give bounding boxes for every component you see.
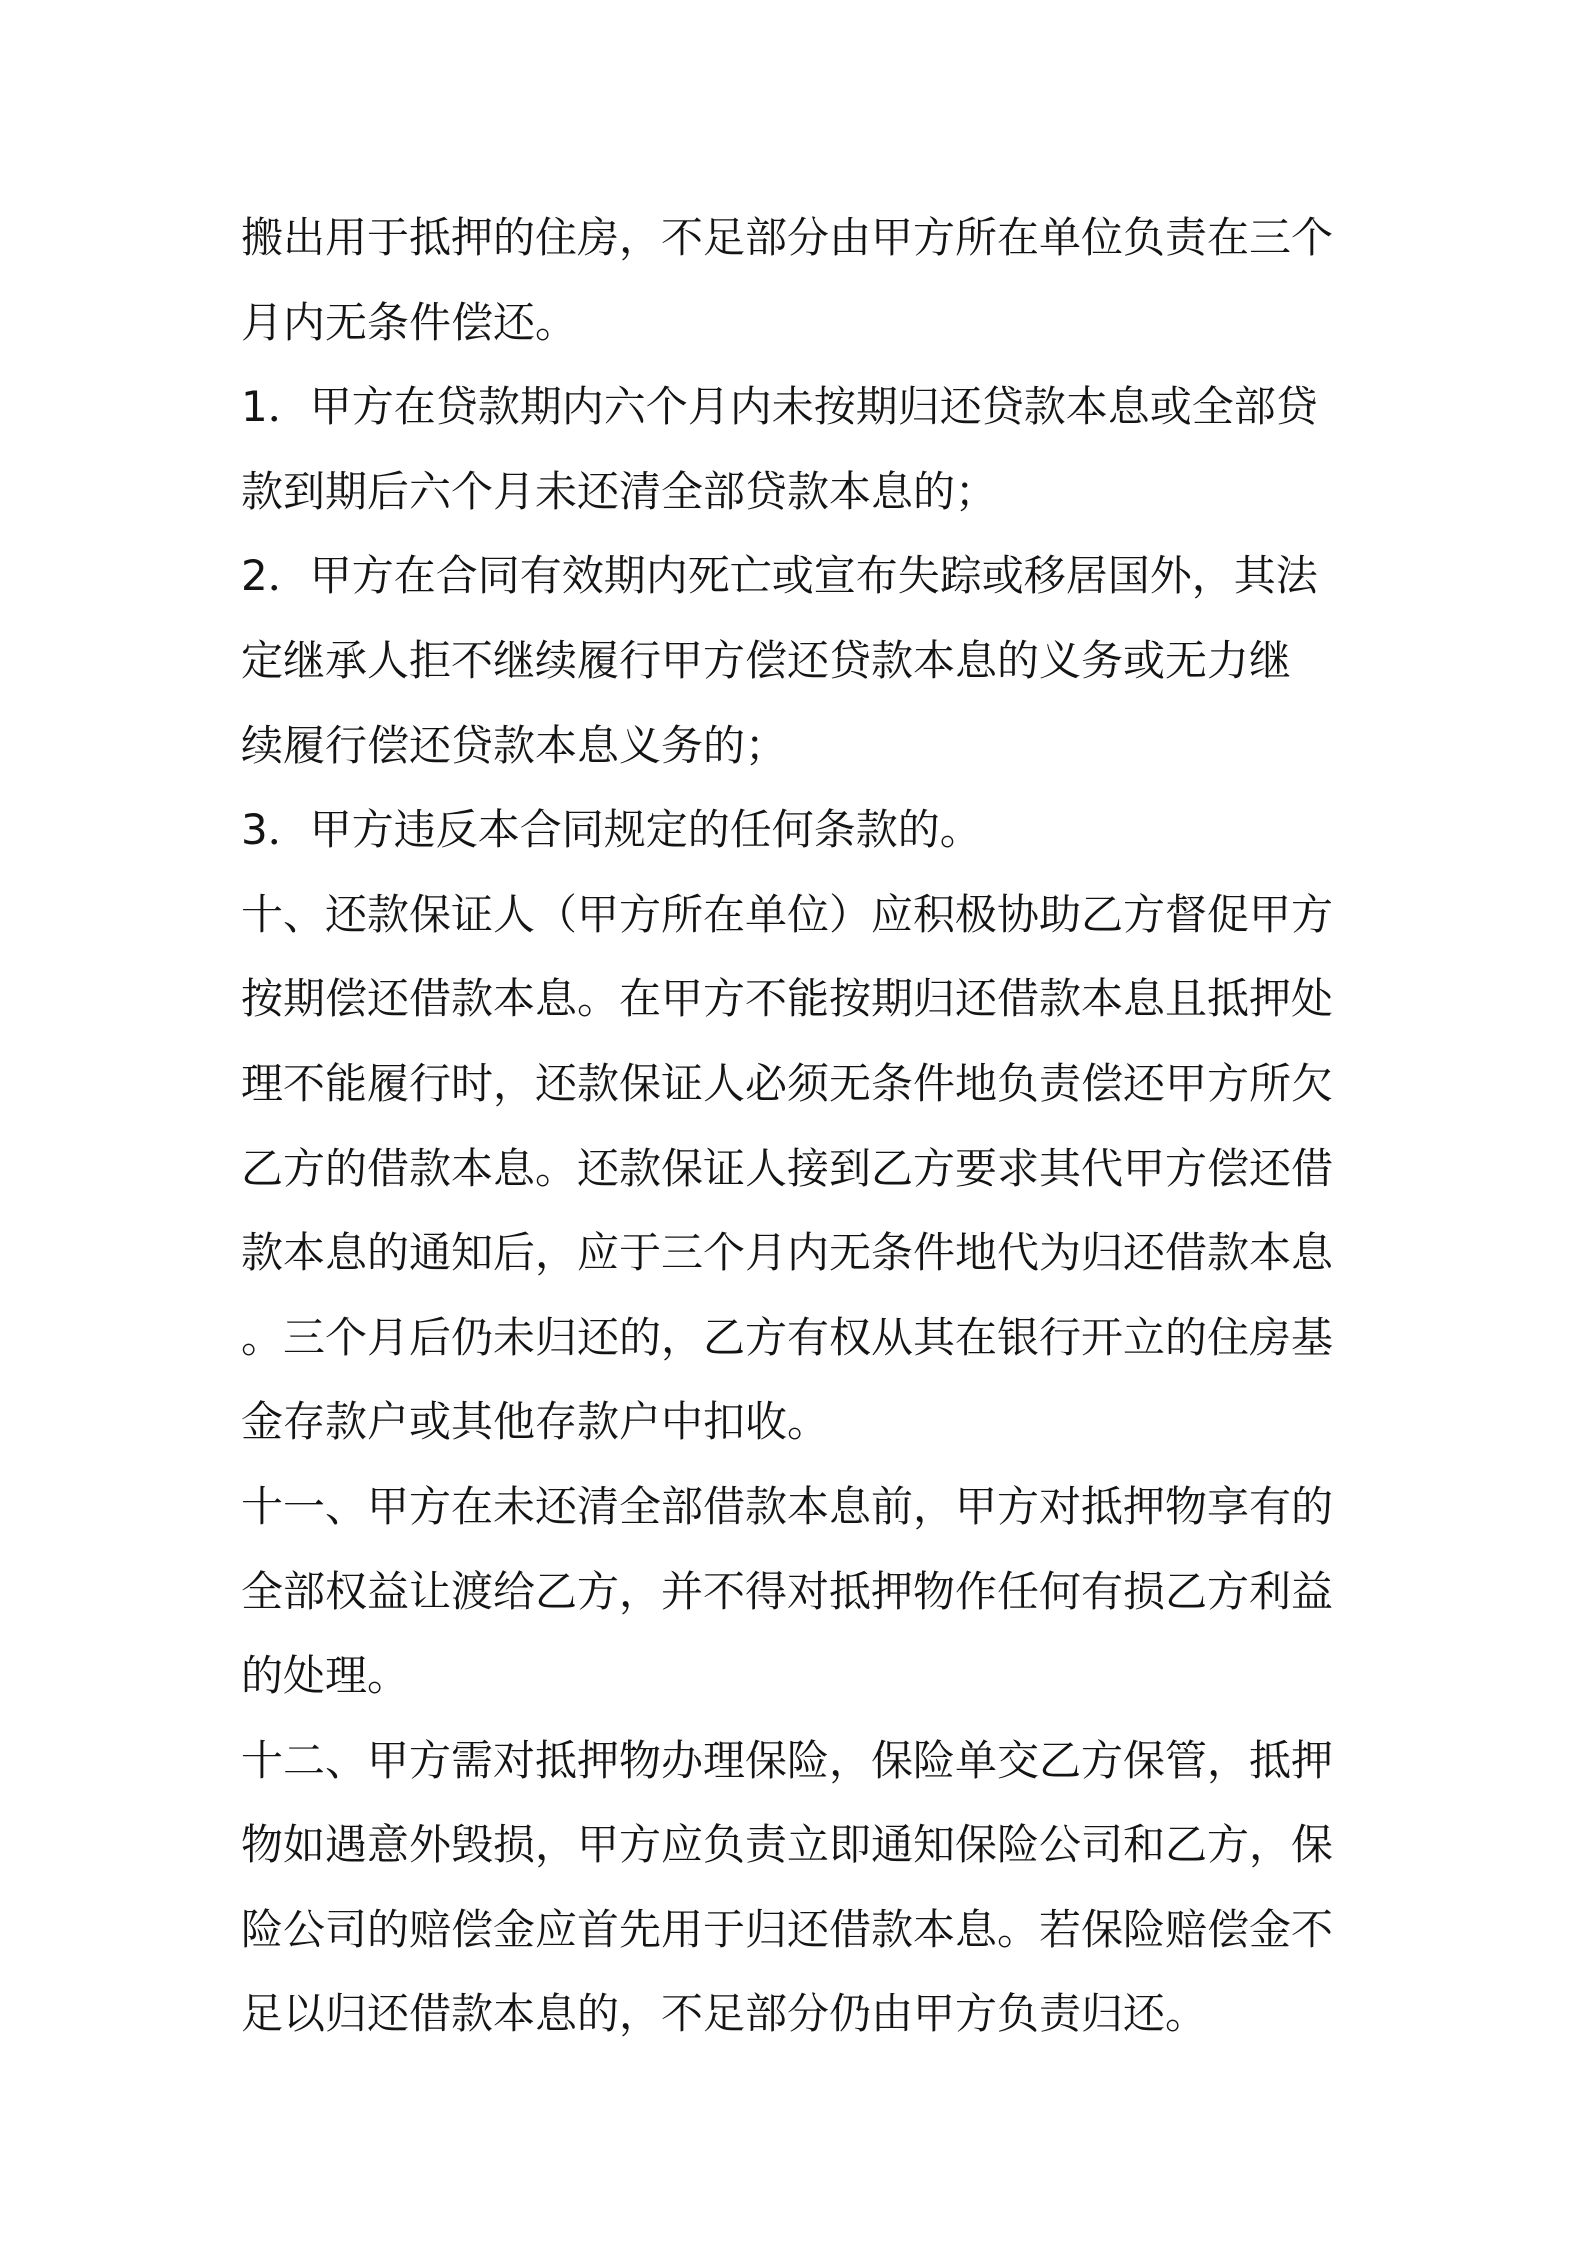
document-body	[241, 196, 1361, 2057]
text-line: 理不能履行时，还款保证人必须无条件地负责偿还甲方所欠	[241, 1058, 1334, 1108]
text-line: 十一、甲方在未还清全部借款本息前，甲方对抵押物享有的	[241, 1481, 1334, 1531]
text-line: 十、还款保证人（甲方所在单位）应积极协助乙方督促甲方	[241, 889, 1334, 939]
text-line: 按期偿还借款本息。在甲方不能按期归还借款本息且抵押处	[241, 974, 1334, 1024]
text-line: 足以归还借款本息的，不足部分仍由甲方负责归还。	[241, 1989, 1208, 2039]
text-line: 全部权益让渡给乙方，并不得对抵押物作任何有损乙方利益	[241, 1566, 1334, 1616]
text-line: 续履行偿还贷款本息义务的；	[241, 720, 788, 770]
text-line: 金存款户或其他存款户中扣收。	[241, 1397, 830, 1447]
text-line: 物如遇意外毁损，甲方应负责立即通知保险公司和乙方，保	[241, 1820, 1334, 1870]
text-line: 搬出用于抵押的住房，不足部分由甲方所在单位负责在三个	[241, 213, 1334, 262]
text-line: 款本息的通知后，应于三个月内无条件地代为归还借款本息	[241, 1228, 1334, 1278]
text-line: 乙方的借款本息。还款保证人接到乙方要求其代甲方偿还借	[241, 1143, 1334, 1193]
text-line: 款到期后六个月未还清全部贷款本息的；	[241, 466, 998, 516]
text-line: 。三个月后仍未归还的，乙方有权从其在银行开立的住房基	[241, 1312, 1334, 1362]
text-line: 月内无条件偿还。	[241, 297, 578, 347]
text-line: 的处理。	[241, 1651, 410, 1701]
text-line: 1．甲方在贷款期内六个月内未按期归还贷款本息或全部贷	[241, 382, 1318, 432]
text-line: 3．甲方违反本合同规定的任何条款的。	[241, 805, 982, 855]
text-line: 十二、甲方需对抵押物办理保险，保险单交乙方保管，抵押	[241, 1735, 1334, 1785]
text-line: 定继承人拒不继续履行甲方偿还贷款本息的义务或无力继	[241, 635, 1292, 685]
text-line: 2．甲方在合同有效期内死亡或宣布失踪或移居国外，其法	[241, 551, 1318, 601]
text-line: 险公司的赔偿金应首先用于归还借款本息。若保险赔偿金不	[241, 1904, 1334, 1954]
